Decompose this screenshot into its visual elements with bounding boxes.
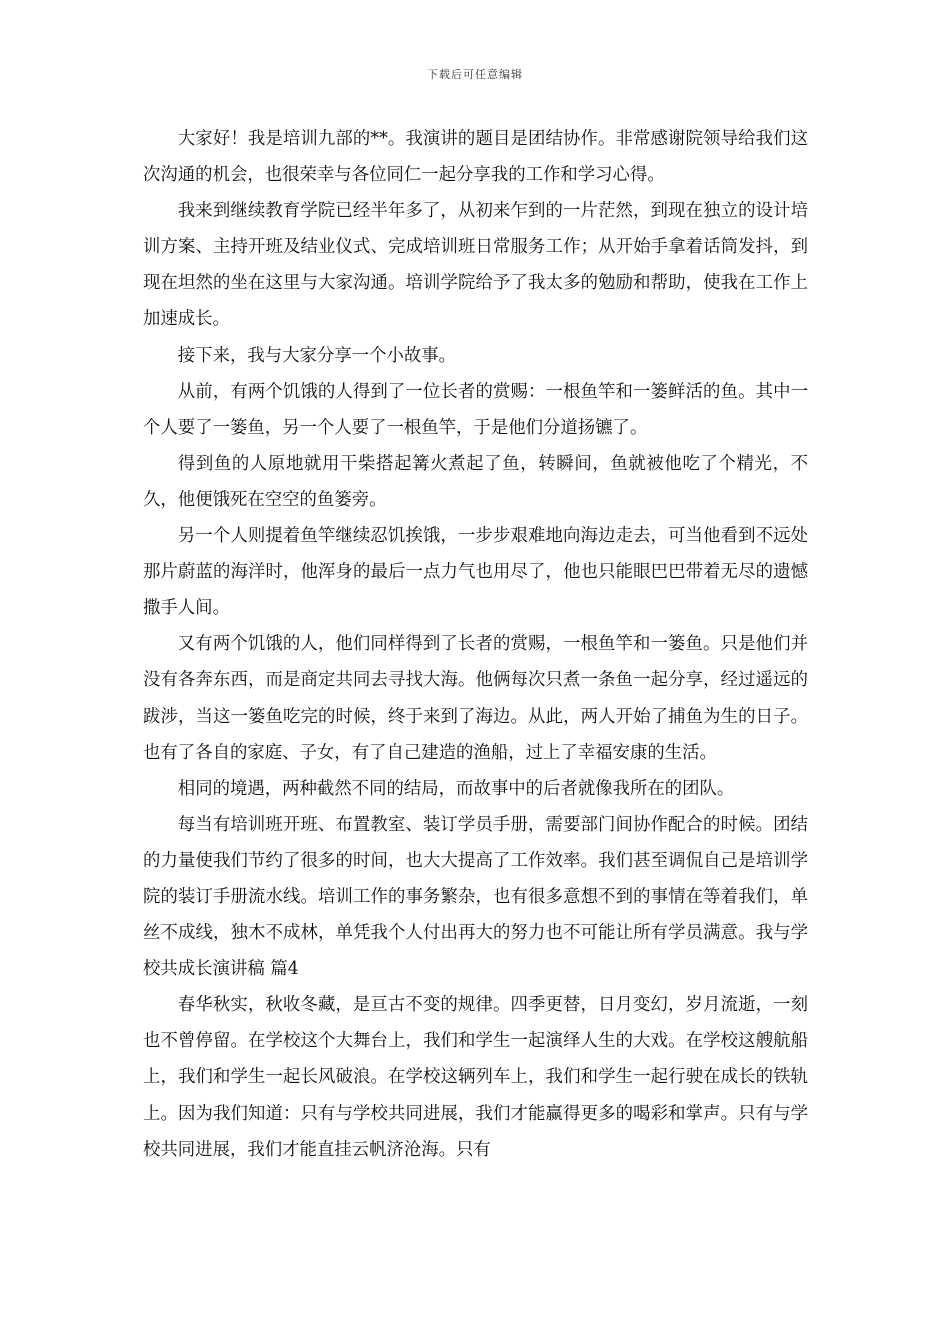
paragraph: 每当有培训班开班、布置教室、装订学员手册，需要部门间协作配合的时候。团结的力量使我们节约了很多的时间，也大大提高了工作效率。我们甚至调侃自己是培训学院的装订手册流水线。培训工作的事务繁杂，也有很多意想不到的事情在等着我们，单丝不成线，独木不成林，单凭我个人付出再大的努力也不可能让所有学员满意。我与学校共成长演讲稿 篇4 (143, 814, 808, 980)
paragraph: 相同的境遇，两种截然不同的结局，而故事中的后者就像我所在的团队。 (177, 778, 735, 799)
document-body (143, 121, 808, 1168)
paragraph: 大家好！我是培训九部的**。我演讲的题目是团结协作。非常感谢院领导给我们这次沟通的机会，也很荣幸与各位同仁一起分享我的工作和学习心得。 (143, 129, 808, 186)
paragraph: 春华秋实，秋收冬藏，是亘古不变的规律。四季更替，日月变幻，岁月流逝，一刻也不曾停留。在学校这个大舞台上，我们和学生一起演绎人生的大戏。在学校这艘航船上，我们和学生一起长风破浪。在学校这辆列车上，我们和学生一起行驶在成长的铁轨上。因为我们知道：只有与学校共同进展，我们才能赢得更多的喝彩和掌声。只有与学校共同进展，我们才能直挂云帆济沧海。只有 (143, 995, 808, 1160)
paragraph: 另一个人则提着鱼竿继续忍饥挨饿，一步步艰难地向海边走去，可当他看到不远处那片蔚蓝的海洋时，他浑身的最后一点力气也用尽了，他也只能眼巴巴带着无尽的遗憾撒手人间。 (143, 526, 808, 619)
page-header: 下载后可任意编辑 (427, 68, 523, 81)
paragraph: 又有两个饥饿的人，他们同样得到了长者的赏赐，一根鱼竿和一篓鱼。只是他们并没有各奔东西，而是商定共同去寻找大海。他俩每次只煮一条鱼一起分享，经过遥远的跋涉，当这一篓鱼吃完的时候，终于来到了海边。从此，两人开始了捕鱼为生的日子。也有了各自的家庭、子女，有了自己建造的渔船，过上了幸福安康的生活。 (143, 634, 808, 763)
paragraph: 我来到继续教育学院已经半年多了，从初来乍到的一片茫然，到现在独立的设计培训方案、主持开班及结业仪式、完成培训班日常服务工作；从开始手拿着话筒发抖，到现在坦然的坐在这里与大家沟通。培训学院给予了我太多的勉励和帮助，使我在工作上加速成长。 (143, 201, 808, 330)
paragraph: 从前，有两个饥饿的人得到了一位长者的赏赐：一根鱼竿和一篓鲜活的鱼。其中一个人要了一篓鱼，另一个人要了一根鱼竿，于是他们分道扬镳了。 (143, 381, 808, 438)
paragraph: 得到鱼的人原地就用干柴搭起篝火煮起了鱼，转瞬间，鱼就被他吃了个精光，不久，他便饿死在空空的鱼篓旁。 (143, 453, 808, 510)
paragraph: 接下来，我与大家分享一个小故事。 (177, 345, 457, 366)
